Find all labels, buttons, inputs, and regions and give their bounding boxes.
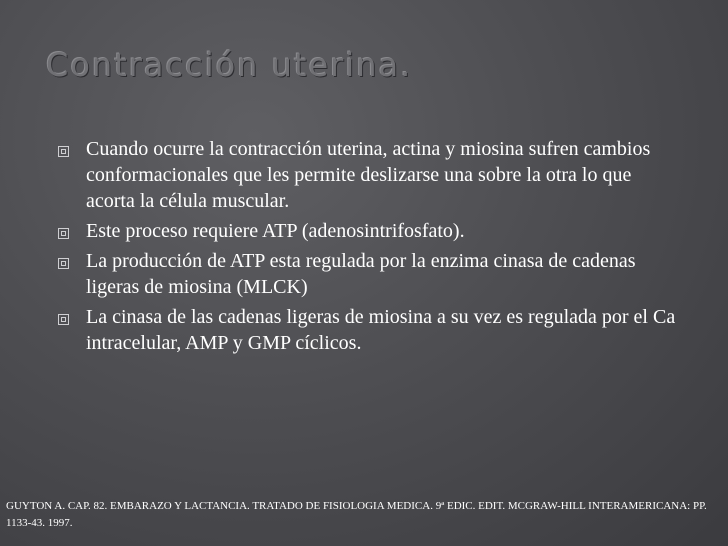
list-item xyxy=(58,136,678,214)
bullet-text: La cinasa de las cadenas ligeras de miosina a su vez es regulada por el Ca intracelular, AMP y GMP cíclicos. xyxy=(86,306,676,354)
square-bullet-icon xyxy=(58,314,69,325)
square-bullet-icon xyxy=(58,146,69,157)
square-bullet-icon xyxy=(58,228,69,239)
list-item xyxy=(58,248,678,300)
square-bullet-icon xyxy=(58,258,69,269)
bullet-text: Este proceso requiere ATP (adenosintrifosfato). xyxy=(86,220,465,242)
reference-citation: GUYTON A. CAP. 82. EMBARAZO Y LACTANCIA. TRATADO DE FISIOLOGIA MEDICA. 9ª EDIC. EDIT. MCGRAW-HILL INTERAMERICANA: PP. 1133-43. 1997. xyxy=(6,500,707,529)
bullet-text: La producción de ATP esta regulada por la enzima cinasa de cadenas ligeras de miosina (MLCK) xyxy=(86,250,636,298)
slide-title: Contracción uterina. xyxy=(46,46,413,84)
list-item xyxy=(58,304,678,356)
bullet-text: Cuando ocurre la contracción uterina, actina y miosina sufren cambios conformacionales que les permite deslizarse una sobre la otra lo que acorta la célula muscular. xyxy=(86,138,651,212)
list-item xyxy=(58,218,678,244)
bullet-list xyxy=(58,136,678,360)
